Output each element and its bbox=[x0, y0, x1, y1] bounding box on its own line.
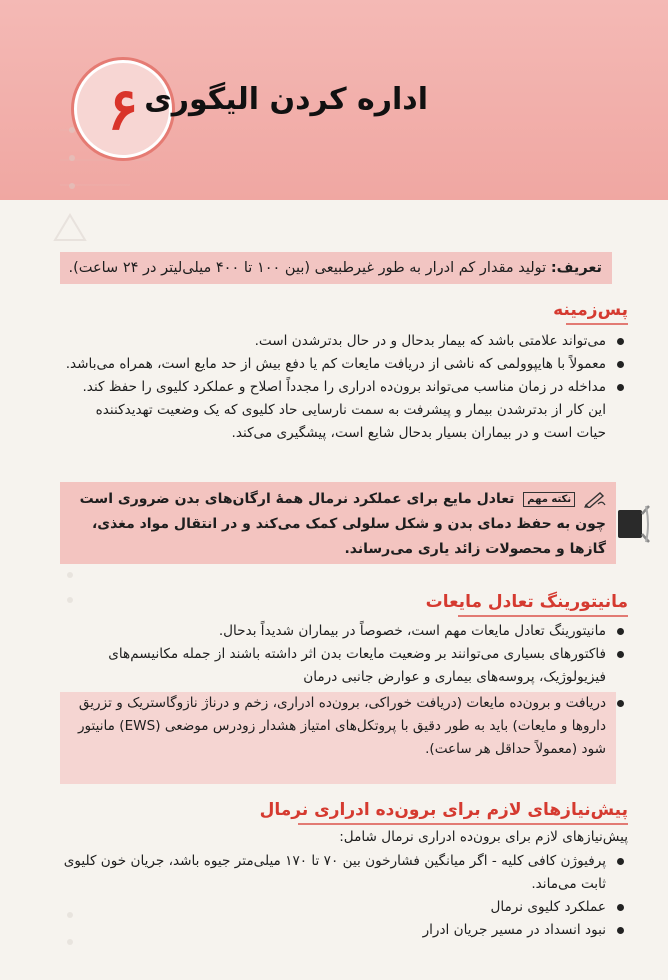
important-note-box bbox=[60, 482, 616, 564]
pencil-note-icon bbox=[584, 490, 606, 508]
monitoring-heading-underline bbox=[458, 615, 628, 617]
prerequisites-list bbox=[62, 850, 628, 942]
prerequisites-intro: پیش‌نیازهای لازم برای برون‌ده ادراری نرمال شامل: bbox=[339, 829, 628, 845]
note-text: تعادل مایع برای عملکرد نرمال همهٔ ارگان‌های بدن ضروری است چون به حفظ دمای بدن و شکل سلولی کمک می‌کند و در انتقال مواد مغذی، گازها و محصولات زائد یاری می‌رساند. bbox=[79, 491, 606, 557]
background-heading-underline bbox=[566, 323, 628, 325]
binder-clip-icon bbox=[616, 500, 650, 548]
chapter-title: اداره کردن الیگوری bbox=[144, 82, 428, 117]
background-list bbox=[62, 330, 628, 445]
definition-text: تولید مقدار کم ادرار به طور غیرطبیعی (بین ۱۰۰ تا ۴۰۰ میلی‌لیتر در ۲۴ ساعت). bbox=[68, 260, 547, 276]
definition-label: تعریف: bbox=[550, 260, 602, 276]
list-item: پرفیوژن کافی کلیه - اگر میانگین فشارخون بین ۷۰ تا ۱۷۰ میلی‌متر جیوه باشد، جریان خون کلیوی ثابت می‌ماند. bbox=[62, 850, 628, 896]
background-heading: پس‌زمینه bbox=[553, 300, 628, 320]
list-item: عملکرد کلیوی نرمال bbox=[62, 896, 628, 919]
chapter-number: ۶ bbox=[107, 75, 139, 143]
note-label: نکته مهم bbox=[523, 492, 575, 507]
list-item: مانیتورینگ تعادل مایعات مهم است، خصوصاً در بیماران شدیداً بدحال. bbox=[62, 620, 628, 643]
definition-box bbox=[60, 252, 612, 284]
monitoring-list bbox=[62, 620, 628, 761]
list-item: می‌تواند علامتی باشد که بیمار بدحال و در حال بدترشدن است. bbox=[62, 330, 628, 353]
monitoring-heading: مانیتورینگ تعادل مایعات bbox=[425, 592, 628, 612]
list-item: مداخله در زمان مناسب می‌تواند برون‌ده ادراری را مجدداً اصلاح و عملکرد کلیوی را حفظ کند. این کار از بدترشدن بیمار و پیشرفت به سمت نارسایی حاد کلیوی که یک وضعیت تهدیدکننده حیات است و در بیماران بسیار بدحال شایع است، پیشگیری می‌کند. bbox=[62, 376, 628, 445]
list-item: نبود انسداد در مسیر جریان ادرار bbox=[62, 919, 628, 942]
prerequisites-heading-underline bbox=[298, 823, 628, 825]
list-item: فاکتورهای بسیاری می‌توانند بر وضعیت مایعات بدن اثر داشته باشند از جمله مکانیسم‌های فیزیولوژیک، پروسه‌های بیماری و عوارض جانبی درمان bbox=[62, 643, 628, 689]
list-item: معمولاً با هایپوولمی که ناشی از دریافت مایعات کم یا دفع بیش از حد مایع است، همراه می‌باشد. bbox=[62, 353, 628, 376]
list-item: دریافت و برون‌ده مایعات (دریافت خوراکی، برون‌ده ادراری، زخم و درناژ نازوگاستریک و تزریق داروها و مایعات) باید به طور دقیق با پروتکل‌های امتیاز هشدار زودرس موضعی (EWS) مانیتور شود (معمولاً حداقل هر ساعت). bbox=[62, 692, 628, 761]
prerequisites-heading: پیش‌نیازهای لازم برای برون‌ده ادراری نرمال bbox=[259, 800, 628, 820]
